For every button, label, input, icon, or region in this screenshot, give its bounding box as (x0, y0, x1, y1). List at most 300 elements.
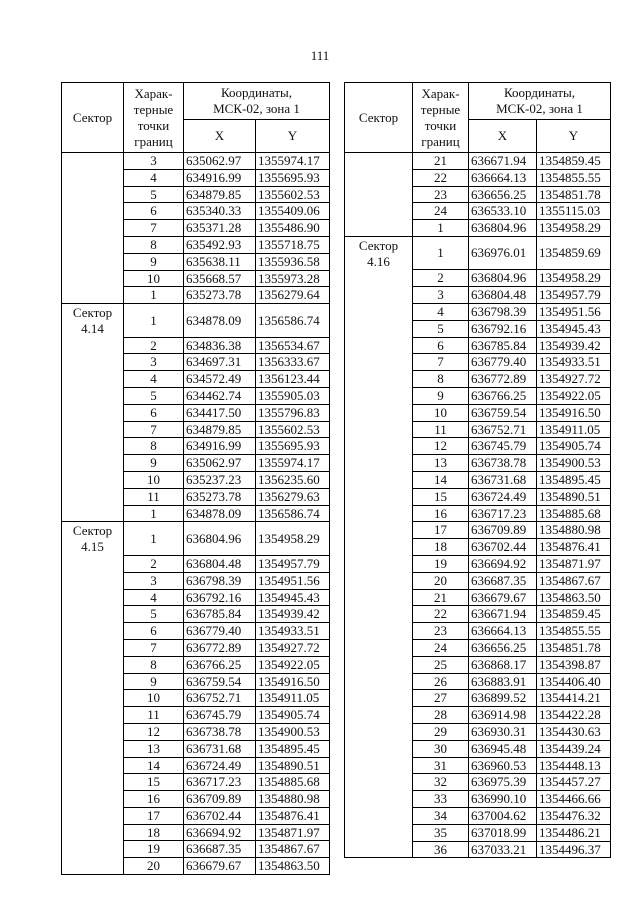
point-cell: 6 (413, 337, 469, 354)
sector-cell (62, 841, 124, 858)
point-cell: 9 (124, 673, 184, 690)
y-cell: 1354927.72 (256, 639, 330, 656)
x-cell: 635273.78 (184, 287, 256, 304)
table-row (62, 220, 330, 237)
x-cell: 636709.89 (184, 791, 256, 808)
header-coordinates: Координаты, МСК-02, зона 1 (184, 83, 330, 120)
sector-cell (345, 354, 413, 371)
x-cell: 634836.38 (184, 337, 256, 354)
y-cell: 1354945.43 (256, 589, 330, 606)
point-cell: 7 (413, 354, 469, 371)
point-cell: 21 (413, 589, 469, 606)
sector-cell (345, 740, 413, 757)
x-cell: 636804.96 (469, 220, 537, 237)
table-row (345, 153, 611, 170)
point-cell: 5 (124, 186, 184, 203)
table-row (62, 253, 330, 270)
y-cell: 1355936.58 (256, 253, 330, 270)
x-cell: 636709.89 (469, 522, 537, 539)
table-row (62, 623, 330, 640)
point-cell: 9 (413, 388, 469, 405)
x-cell: 635638.11 (184, 253, 256, 270)
table-row (345, 337, 611, 354)
table-row (345, 505, 611, 522)
sector-label: Сектор 4.15 (72, 523, 113, 555)
sector-cell (345, 287, 413, 304)
sector-cell (345, 791, 413, 808)
x-cell: 636868.17 (469, 656, 537, 673)
y-cell: 1354430.63 (537, 724, 611, 741)
x-cell: 636766.25 (469, 388, 537, 405)
y-cell: 1356279.63 (256, 488, 330, 505)
table-row (62, 774, 330, 791)
point-cell: 2 (124, 555, 184, 572)
y-cell: 1355695.93 (256, 169, 330, 186)
x-cell: 637033.21 (469, 841, 537, 858)
point-cell: 14 (413, 472, 469, 489)
table-row (62, 841, 330, 858)
x-cell: 636804.48 (184, 555, 256, 572)
table-row (345, 757, 611, 774)
table-body-right (345, 153, 611, 858)
sector-cell (345, 656, 413, 673)
x-cell: 636945.48 (469, 740, 537, 757)
point-cell: 8 (124, 438, 184, 455)
point-cell: 6 (124, 404, 184, 421)
header-x: X (184, 120, 256, 153)
x-cell: 636533.10 (469, 203, 537, 220)
sector-cell (345, 337, 413, 354)
table-row (345, 556, 611, 573)
table-row (62, 807, 330, 824)
sector-cell (345, 757, 413, 774)
x-cell: 636960.53 (469, 757, 537, 774)
y-cell: 1354859.45 (537, 606, 611, 623)
y-cell: 1354958.29 (537, 220, 611, 237)
sector-cell (345, 539, 413, 556)
x-cell: 635371.28 (184, 220, 256, 237)
y-cell: 1355974.17 (256, 455, 330, 472)
point-cell: 11 (124, 707, 184, 724)
table-row (62, 656, 330, 673)
point-cell: 10 (124, 690, 184, 707)
point-cell: 17 (413, 522, 469, 539)
y-cell: 1354876.41 (256, 807, 330, 824)
y-cell: 1354871.97 (537, 556, 611, 573)
y-cell: 1356534.67 (256, 337, 330, 354)
sector-cell (62, 153, 124, 170)
point-cell: 1 (124, 522, 184, 556)
sector-cell (345, 270, 413, 287)
y-cell: 1354439.24 (537, 740, 611, 757)
x-cell: 636883.91 (469, 673, 537, 690)
point-cell: 18 (124, 824, 184, 841)
y-cell: 1354855.55 (537, 623, 611, 640)
sector-cell (345, 169, 413, 186)
sector-cell (345, 371, 413, 388)
table-row (345, 707, 611, 724)
y-cell: 1356123.44 (256, 371, 330, 388)
point-cell: 15 (413, 488, 469, 505)
y-cell: 1354486.21 (537, 824, 611, 841)
x-cell: 636731.68 (184, 740, 256, 757)
x-cell: 635273.78 (184, 488, 256, 505)
y-cell: 1354466.66 (537, 791, 611, 808)
x-cell: 636656.25 (469, 640, 537, 657)
x-cell: 634572.49 (184, 371, 256, 388)
y-cell: 1354863.50 (537, 589, 611, 606)
table-row (345, 623, 611, 640)
sector-cell (62, 791, 124, 808)
point-cell: 2 (124, 337, 184, 354)
point-cell: 20 (124, 858, 184, 875)
x-cell: 636772.89 (184, 639, 256, 656)
y-cell: 1354448.13 (537, 757, 611, 774)
y-cell: 1354867.67 (537, 572, 611, 589)
x-cell: 636779.40 (184, 623, 256, 640)
y-cell: 1354876.41 (537, 539, 611, 556)
y-cell: 1355409.06 (256, 203, 330, 220)
table-row (62, 203, 330, 220)
x-cell: 635062.97 (184, 153, 256, 170)
x-cell: 636694.92 (184, 824, 256, 841)
x-cell: 636717.23 (184, 774, 256, 791)
y-cell: 1355115.03 (537, 203, 611, 220)
y-cell: 1355602.53 (256, 421, 330, 438)
y-cell: 1355486.90 (256, 220, 330, 237)
y-cell: 1354476.32 (537, 807, 611, 824)
table-row (345, 640, 611, 657)
table-row (345, 807, 611, 824)
x-cell: 636679.67 (184, 858, 256, 875)
x-cell: 636724.49 (469, 488, 537, 505)
point-cell: 7 (124, 639, 184, 656)
sector-cell (345, 690, 413, 707)
sector-cell (62, 472, 124, 489)
x-cell: 636717.23 (469, 505, 537, 522)
x-cell: 636745.79 (184, 707, 256, 724)
sector-cell (62, 757, 124, 774)
y-cell: 1355695.93 (256, 438, 330, 455)
x-cell: 636779.40 (469, 354, 537, 371)
y-cell: 1355974.17 (256, 153, 330, 170)
point-cell: 23 (413, 623, 469, 640)
sector-cell (62, 723, 124, 740)
table-row (345, 572, 611, 589)
sector-cell (62, 488, 124, 505)
table-row (62, 472, 330, 489)
x-cell: 636745.79 (469, 438, 537, 455)
point-cell: 23 (413, 186, 469, 203)
point-cell: 17 (124, 807, 184, 824)
sector-cell (345, 472, 413, 489)
coordinates-table-right (344, 82, 611, 858)
y-cell: 1354905.74 (256, 707, 330, 724)
point-cell: 9 (124, 253, 184, 270)
point-cell: 5 (124, 388, 184, 405)
table-row (62, 388, 330, 405)
point-cell: 25 (413, 656, 469, 673)
table-row (62, 707, 330, 724)
sector-cell (62, 388, 124, 405)
sector-cell (345, 606, 413, 623)
x-cell: 636671.94 (469, 606, 537, 623)
table-row (345, 287, 611, 304)
sector-cell (345, 673, 413, 690)
sector-cell (345, 774, 413, 791)
y-cell: 1354863.50 (256, 858, 330, 875)
sector-cell (62, 522, 124, 556)
sector-cell (62, 505, 124, 522)
sector-cell (62, 807, 124, 824)
x-cell: 634462.74 (184, 388, 256, 405)
point-cell: 29 (413, 724, 469, 741)
point-cell: 8 (124, 236, 184, 253)
point-cell: 16 (124, 791, 184, 808)
point-cell: 4 (124, 169, 184, 186)
header-y: Y (537, 120, 611, 153)
table-row (345, 270, 611, 287)
y-cell: 1354885.68 (537, 505, 611, 522)
table-row (345, 404, 611, 421)
sector-cell (62, 707, 124, 724)
table-row (62, 690, 330, 707)
point-cell: 10 (413, 404, 469, 421)
y-cell: 1354871.97 (256, 824, 330, 841)
y-cell: 1354859.69 (537, 236, 611, 270)
y-cell: 1354911.05 (256, 690, 330, 707)
table-row (62, 522, 330, 556)
table-row (62, 757, 330, 774)
sector-cell (62, 371, 124, 388)
x-cell: 636792.16 (469, 320, 537, 337)
table-row (345, 388, 611, 405)
sector-label: Сектор 4.14 (72, 305, 113, 337)
sector-cell (62, 623, 124, 640)
sector-cell (62, 270, 124, 287)
table-row (62, 723, 330, 740)
table-row (345, 488, 611, 505)
table-body-left (62, 153, 330, 875)
point-cell: 16 (413, 505, 469, 522)
sector-cell (345, 320, 413, 337)
table-row (62, 438, 330, 455)
sector-cell (345, 304, 413, 321)
point-cell: 5 (124, 606, 184, 623)
sector-cell (345, 505, 413, 522)
table-row (62, 606, 330, 623)
y-cell: 1354880.98 (537, 522, 611, 539)
y-cell: 1354885.68 (256, 774, 330, 791)
x-cell: 636914.98 (469, 707, 537, 724)
table-row (62, 404, 330, 421)
header-y: Y (256, 120, 330, 153)
x-cell: 636785.84 (469, 337, 537, 354)
y-cell: 1354895.45 (537, 472, 611, 489)
sector-cell (345, 421, 413, 438)
sector-cell (62, 690, 124, 707)
y-cell: 1354900.53 (537, 455, 611, 472)
point-cell: 14 (124, 757, 184, 774)
sector-cell (345, 438, 413, 455)
table-row (62, 169, 330, 186)
table-row (345, 724, 611, 741)
x-cell: 636990.10 (469, 791, 537, 808)
table-row (345, 656, 611, 673)
table-row (62, 337, 330, 354)
point-cell: 28 (413, 707, 469, 724)
table-row (62, 354, 330, 371)
point-cell: 6 (124, 203, 184, 220)
y-cell: 1354958.29 (256, 522, 330, 556)
x-cell: 634879.85 (184, 186, 256, 203)
y-cell: 1354895.45 (256, 740, 330, 757)
point-cell: 3 (124, 354, 184, 371)
x-cell: 636804.96 (184, 522, 256, 556)
table-row (62, 505, 330, 522)
x-cell: 636976.01 (469, 236, 537, 270)
point-cell: 12 (413, 438, 469, 455)
point-cell: 13 (413, 455, 469, 472)
x-cell: 635062.97 (184, 455, 256, 472)
x-cell: 636975.39 (469, 774, 537, 791)
y-cell: 1354851.78 (537, 640, 611, 657)
table-row (62, 824, 330, 841)
point-cell: 10 (124, 472, 184, 489)
point-cell: 15 (124, 774, 184, 791)
table-row (345, 841, 611, 858)
x-cell: 636804.96 (469, 270, 537, 287)
table-row (62, 186, 330, 203)
point-cell: 22 (413, 606, 469, 623)
point-cell: 22 (413, 169, 469, 186)
sector-cell (345, 153, 413, 170)
y-cell: 1354890.51 (256, 757, 330, 774)
sector-cell (62, 572, 124, 589)
page-number: 111 (310, 48, 330, 63)
x-cell: 636798.39 (469, 304, 537, 321)
sector-cell (62, 404, 124, 421)
sector-cell (62, 236, 124, 253)
point-cell: 4 (124, 371, 184, 388)
table-row (62, 287, 330, 304)
y-cell: 1356586.74 (256, 304, 330, 338)
sector-cell (345, 589, 413, 606)
table-row (345, 589, 611, 606)
table-row (62, 421, 330, 438)
point-cell: 12 (124, 723, 184, 740)
sector-cell (62, 740, 124, 757)
sector-cell (62, 555, 124, 572)
point-cell: 26 (413, 673, 469, 690)
point-cell: 8 (124, 656, 184, 673)
y-cell: 1354933.51 (537, 354, 611, 371)
sector-cell (345, 388, 413, 405)
point-cell: 9 (124, 455, 184, 472)
y-cell: 1354398.87 (537, 656, 611, 673)
y-cell: 1354855.55 (537, 169, 611, 186)
y-cell: 1354414.21 (537, 690, 611, 707)
y-cell: 1354922.05 (256, 656, 330, 673)
x-cell: 636738.78 (184, 723, 256, 740)
table-row (345, 539, 611, 556)
table-row (62, 270, 330, 287)
y-cell: 1355905.03 (256, 388, 330, 405)
y-cell: 1354859.45 (537, 153, 611, 170)
point-cell: 31 (413, 757, 469, 774)
table-row (345, 791, 611, 808)
x-cell: 636731.68 (469, 472, 537, 489)
point-cell: 4 (413, 304, 469, 321)
y-cell: 1355973.28 (256, 270, 330, 287)
x-cell: 636792.16 (184, 589, 256, 606)
y-cell: 1355718.75 (256, 236, 330, 253)
sector-cell (345, 841, 413, 858)
table-row (62, 639, 330, 656)
coordinates-table-left (61, 82, 330, 875)
sector-cell (62, 169, 124, 186)
x-cell: 636785.84 (184, 606, 256, 623)
y-cell: 1354880.98 (256, 791, 330, 808)
sector-cell (345, 640, 413, 657)
sector-cell (345, 707, 413, 724)
sector-cell (62, 203, 124, 220)
sector-cell (345, 572, 413, 589)
sector-cell (62, 858, 124, 875)
sector-cell (62, 589, 124, 606)
point-cell: 7 (124, 421, 184, 438)
y-cell: 1354927.72 (537, 371, 611, 388)
x-cell: 636930.31 (469, 724, 537, 741)
header-sector: Сектор (62, 83, 124, 153)
sector-cell (62, 639, 124, 656)
header-points: Харак- терные точки границ (413, 83, 469, 153)
point-cell: 20 (413, 572, 469, 589)
x-cell: 636702.44 (469, 539, 537, 556)
x-cell: 636656.25 (469, 186, 537, 203)
sector-cell (62, 253, 124, 270)
sector-cell (345, 824, 413, 841)
x-cell: 637018.99 (469, 824, 537, 841)
x-cell: 636664.13 (469, 169, 537, 186)
y-cell: 1354496.37 (537, 841, 611, 858)
y-cell: 1356279.64 (256, 287, 330, 304)
sector-cell (345, 807, 413, 824)
table-row (345, 824, 611, 841)
x-cell: 636664.13 (469, 623, 537, 640)
sector-cell (345, 556, 413, 573)
x-cell: 635237.23 (184, 472, 256, 489)
sector-cell (345, 488, 413, 505)
x-cell: 637004.62 (469, 807, 537, 824)
table-row (345, 371, 611, 388)
x-cell: 634417.50 (184, 404, 256, 421)
table-row (62, 858, 330, 875)
x-cell: 635340.33 (184, 203, 256, 220)
sector-cell (62, 455, 124, 472)
table-row (345, 438, 611, 455)
x-cell: 634879.85 (184, 421, 256, 438)
x-cell: 636738.78 (469, 455, 537, 472)
y-cell: 1354933.51 (256, 623, 330, 640)
table-row (345, 455, 611, 472)
y-cell: 1354922.05 (537, 388, 611, 405)
point-cell: 8 (413, 371, 469, 388)
y-cell: 1356586.74 (256, 505, 330, 522)
x-cell: 636694.92 (469, 556, 537, 573)
point-cell: 27 (413, 690, 469, 707)
table-row (345, 472, 611, 489)
